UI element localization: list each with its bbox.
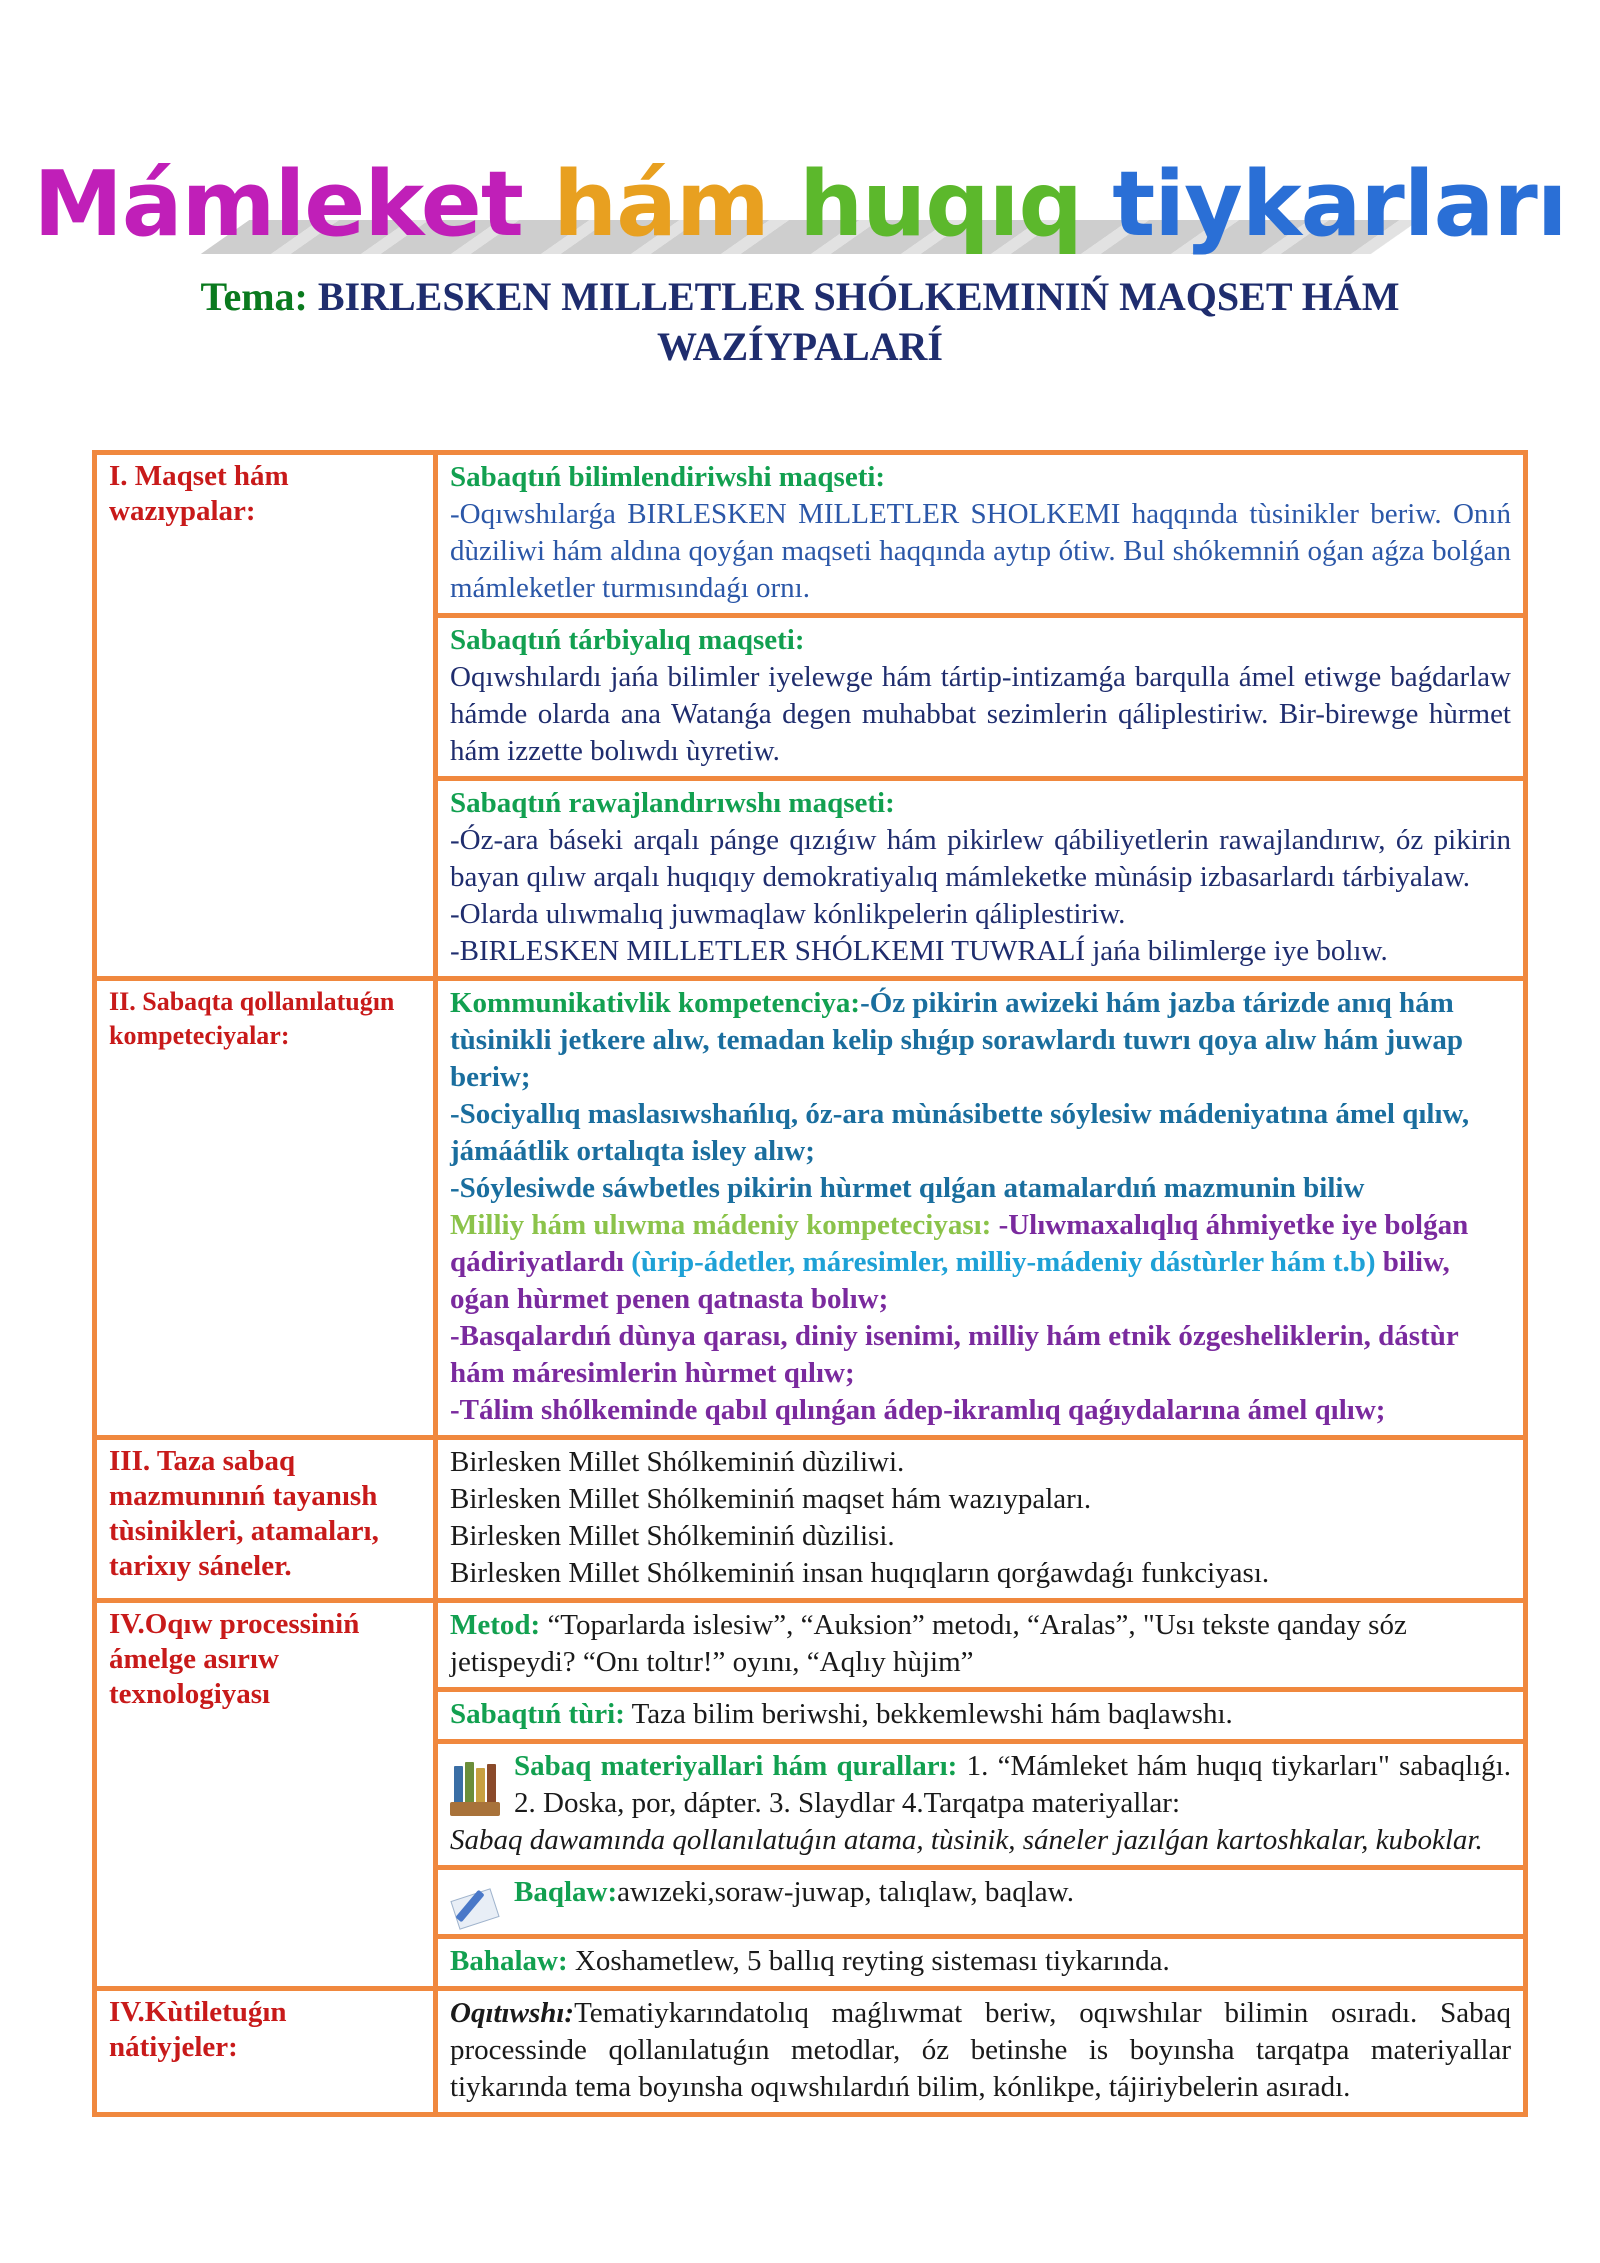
topic-label: Tema: [200,274,308,319]
upbringing-goal-title: Sabaqtıń tárbiyalıq maqseti: [450,624,805,656]
communicative-text-1: -Óz pikirin awizeki hám jazba tárizde anıq hám tùsinikli jetkere alıw, temadan kelip shıǵıp sorawlardı tuwrı qoya alıw hám juwap beriw; [450,987,1463,1093]
lesson-type-cell [436,1690,1526,1742]
table-row [95,1438,1526,1601]
table-row [95,1601,1526,1690]
table-row [95,1989,1526,2115]
communicative-text-2: -Sociyallıq maslasıwshańlıq, óz-ara mùnásibette sóylesiw mádeniyatına ámel qılıw, jámáátlik ortalıqta isley alıw; [450,1098,1470,1167]
educational-goal-title: Sabaqtıń bilimlendiriwshi maqseti: [450,461,886,493]
row-label-expected-results: IV.Kùtiletuǵın nátiyjeler: [95,1989,436,2115]
competencies-cell [436,979,1526,1438]
method-text: “Toparlarda islesiw”, “Auksion” metodı, “Aralas”, "Usı tekste qanday sóz jetispeydi? “Onı toltır!” oyını, “Aqlıy hùjim” [450,1609,1407,1678]
lesson-plan-table [92,450,1528,2117]
monitoring-text: awızeki,soraw-juwap, talıqlaw, baqlaw. [617,1876,1074,1908]
title-text [0,150,1600,260]
document-title [0,150,1600,290]
assessment-cell [436,1937,1526,1989]
development-goal-cell [436,779,1526,979]
cultural-text-3: -Basqalardıń dùnya qarası, diniy isenimi, milliy hám etnik ózgesheliklerin, dástùr hám máresimlerin hùrmet qılıw; [450,1320,1459,1389]
method-cell [436,1601,1526,1690]
topic-line-2: WAZÍYPALARÍ [657,324,943,369]
table-row [95,979,1526,1438]
books-icon [450,1752,500,1816]
list-item: Birlesken Millet Shólkeminiń dùzilisi. [450,1520,895,1552]
pen-paper-icon [450,1878,500,1928]
cultural-text-4: -Tálim shólkeminde qabıl qılınǵan ádep-ikramlıq qaǵıydalarına ámel qılıw; [450,1394,1386,1426]
educational-goal-cell [436,453,1526,616]
row-label-key-concepts: III. Taza sabaq mazmunınıń tayanısh tùsinikleri, atamaları, tarixıy sáneler. [95,1438,436,1601]
development-goal-text-2: -Olarda ulıwmalıq juwmaqlaw kónlikpelerin qáliplestiriw. [450,898,1126,930]
materials-text: 1. “Mámleket hám huqıq tiykarları" sabaqlıǵı. 2. Doska, por, dápter. 3. Slaydlar 4.Tarqatpa materiyallar: [514,1750,1511,1819]
expected-results-cell [436,1989,1526,2115]
materials-cell [436,1742,1526,1868]
key-concepts-cell [436,1438,1526,1601]
method-label: Metod: [450,1609,541,1641]
cultural-competency [450,1207,1511,1318]
cultural-parenthetical: (ùrip-ádetler, máresimler, milliy-mádeniy dástùrler hám t.b) [631,1246,1376,1278]
monitoring-label: Baqlaw: [514,1876,618,1908]
cultural-text-1: -Ulıwmaxalıqlıq áhmiyetke iye bolǵan qádiriyatlardı [450,1209,1469,1278]
development-goal-text-3: -BIRLESKEN MILLETLER SHÓLKEMI TUWRALÍ jańa bilimlerge iye bolıw. [450,935,1388,967]
assessment-label: Bahalaw: [450,1945,568,1977]
communicative-text-3: -Sóylesiwde sáwbetles pikirin hùrmet qılǵan atamalardıń mazmunin biliw [450,1172,1365,1204]
upbringing-goal-text: Oqıwshılardı jańa bilimler iyelewge hám tártip-intizamǵa barqulla ámel etiwge baǵdarlaw hámde olarda ana Watanǵa degen muhabbat sezimlerin qáliplestiriw. Bir-birewge hùrmet hám izzette bolıwdı ùyretiw. [450,661,1511,767]
development-goal-title: Sabaqtıń rawajlandırıwshı maqseti: [450,787,895,819]
row-label-technology: IV.Oqıw processiniń ámelge asırıw texnologiyası [95,1601,436,1989]
row-label-goals: I. Maqset hám wazıypalar: [95,453,436,979]
list-item: Birlesken Millet Shólkeminiń insan huqıqların qorǵawdaǵı funkciyası. [450,1557,1270,1589]
educational-goal-text: -Oqıwshılarǵa BIRLESKEN MILLETLER SHOLKEMI haqqında tùsinikler beriw. Onıń dùziliwi hám aldına qoyǵan maqseti haqqında aytıp ótiw. Bul shókemniń oǵan aǵza bolǵan mámleketler turmısındaǵı ornı. [450,498,1511,604]
cultural-text-2: biliw, oǵan hùrmet penen qatnasta bolıw; [450,1246,1450,1315]
row-label-competencies: II. Sabaqta qollanılatuǵın kompeteciyalar: [95,979,436,1438]
lesson-type-text: Taza bilim beriwshi, bekkemlewshi hám baqlawshı. [624,1698,1233,1730]
materials-italic-text: Sabaq dawamında qollanılatuǵın atama, tùsinik, sáneler jazılǵan kartoshkalar, kuboklar. [450,1824,1483,1856]
teacher-text: Tematiykarındatolıq maǵlıwmat beriw, oqıwshılar bilimin osıradı. Sabaq processinde qollanılatuǵın metodlar, óz betinshe is boyınsha tarqatpa materiyallar tiykarında tema boyınsha oqıwshılardıń bilim, kónlikpe, tájiriybelerin asıradı. [450,1997,1511,2103]
communicative-title: Kommunikativlik kompetenciya: [450,987,861,1019]
title-part-3: huqıq [799,152,1113,257]
list-item: Birlesken Millet Shólkeminiń dùziliwi. [450,1446,905,1478]
cultural-title: Milliy hám ulıwma mádeniy kompeteciyası: [450,1209,992,1241]
lesson-topic [120,272,1480,372]
table-row [95,453,1526,616]
assessment-text: Xoshametlew, 5 ballıq reyting sisteması tiykarında. [567,1945,1170,1977]
teacher-label: Oqıtıwshı: [450,1997,575,2029]
list-item: Birlesken Millet Shólkeminiń maqset hám wazıypaları. [450,1483,1092,1515]
title-part-2: hám [553,152,800,257]
title-part-4: tiykarları [1112,152,1567,257]
monitoring-cell [436,1868,1526,1937]
title-part-1: Mámleket [33,152,554,257]
materials-label: Sabaq materiyallari hám quralları: [514,1750,958,1782]
upbringing-goal-cell [436,616,1526,779]
topic-line-1: BIRLESKEN MILLETLER SHÓLKEMINIŃ MAQSET HÁM [317,274,1400,319]
development-goal-text-1: -Óz-ara báseki arqalı pánge qızıǵıw hám pikirlew qábiliyetlerin rawajlandırıw, óz pikirin bayan qılıw arqalı huqıqıy demokratiyalıq mámleketke mùnásip izbasarlardı tárbiyalaw. [450,824,1511,893]
lesson-type-label: Sabaqtıń tùri: [450,1698,625,1730]
communicative-competency [450,985,1511,1096]
